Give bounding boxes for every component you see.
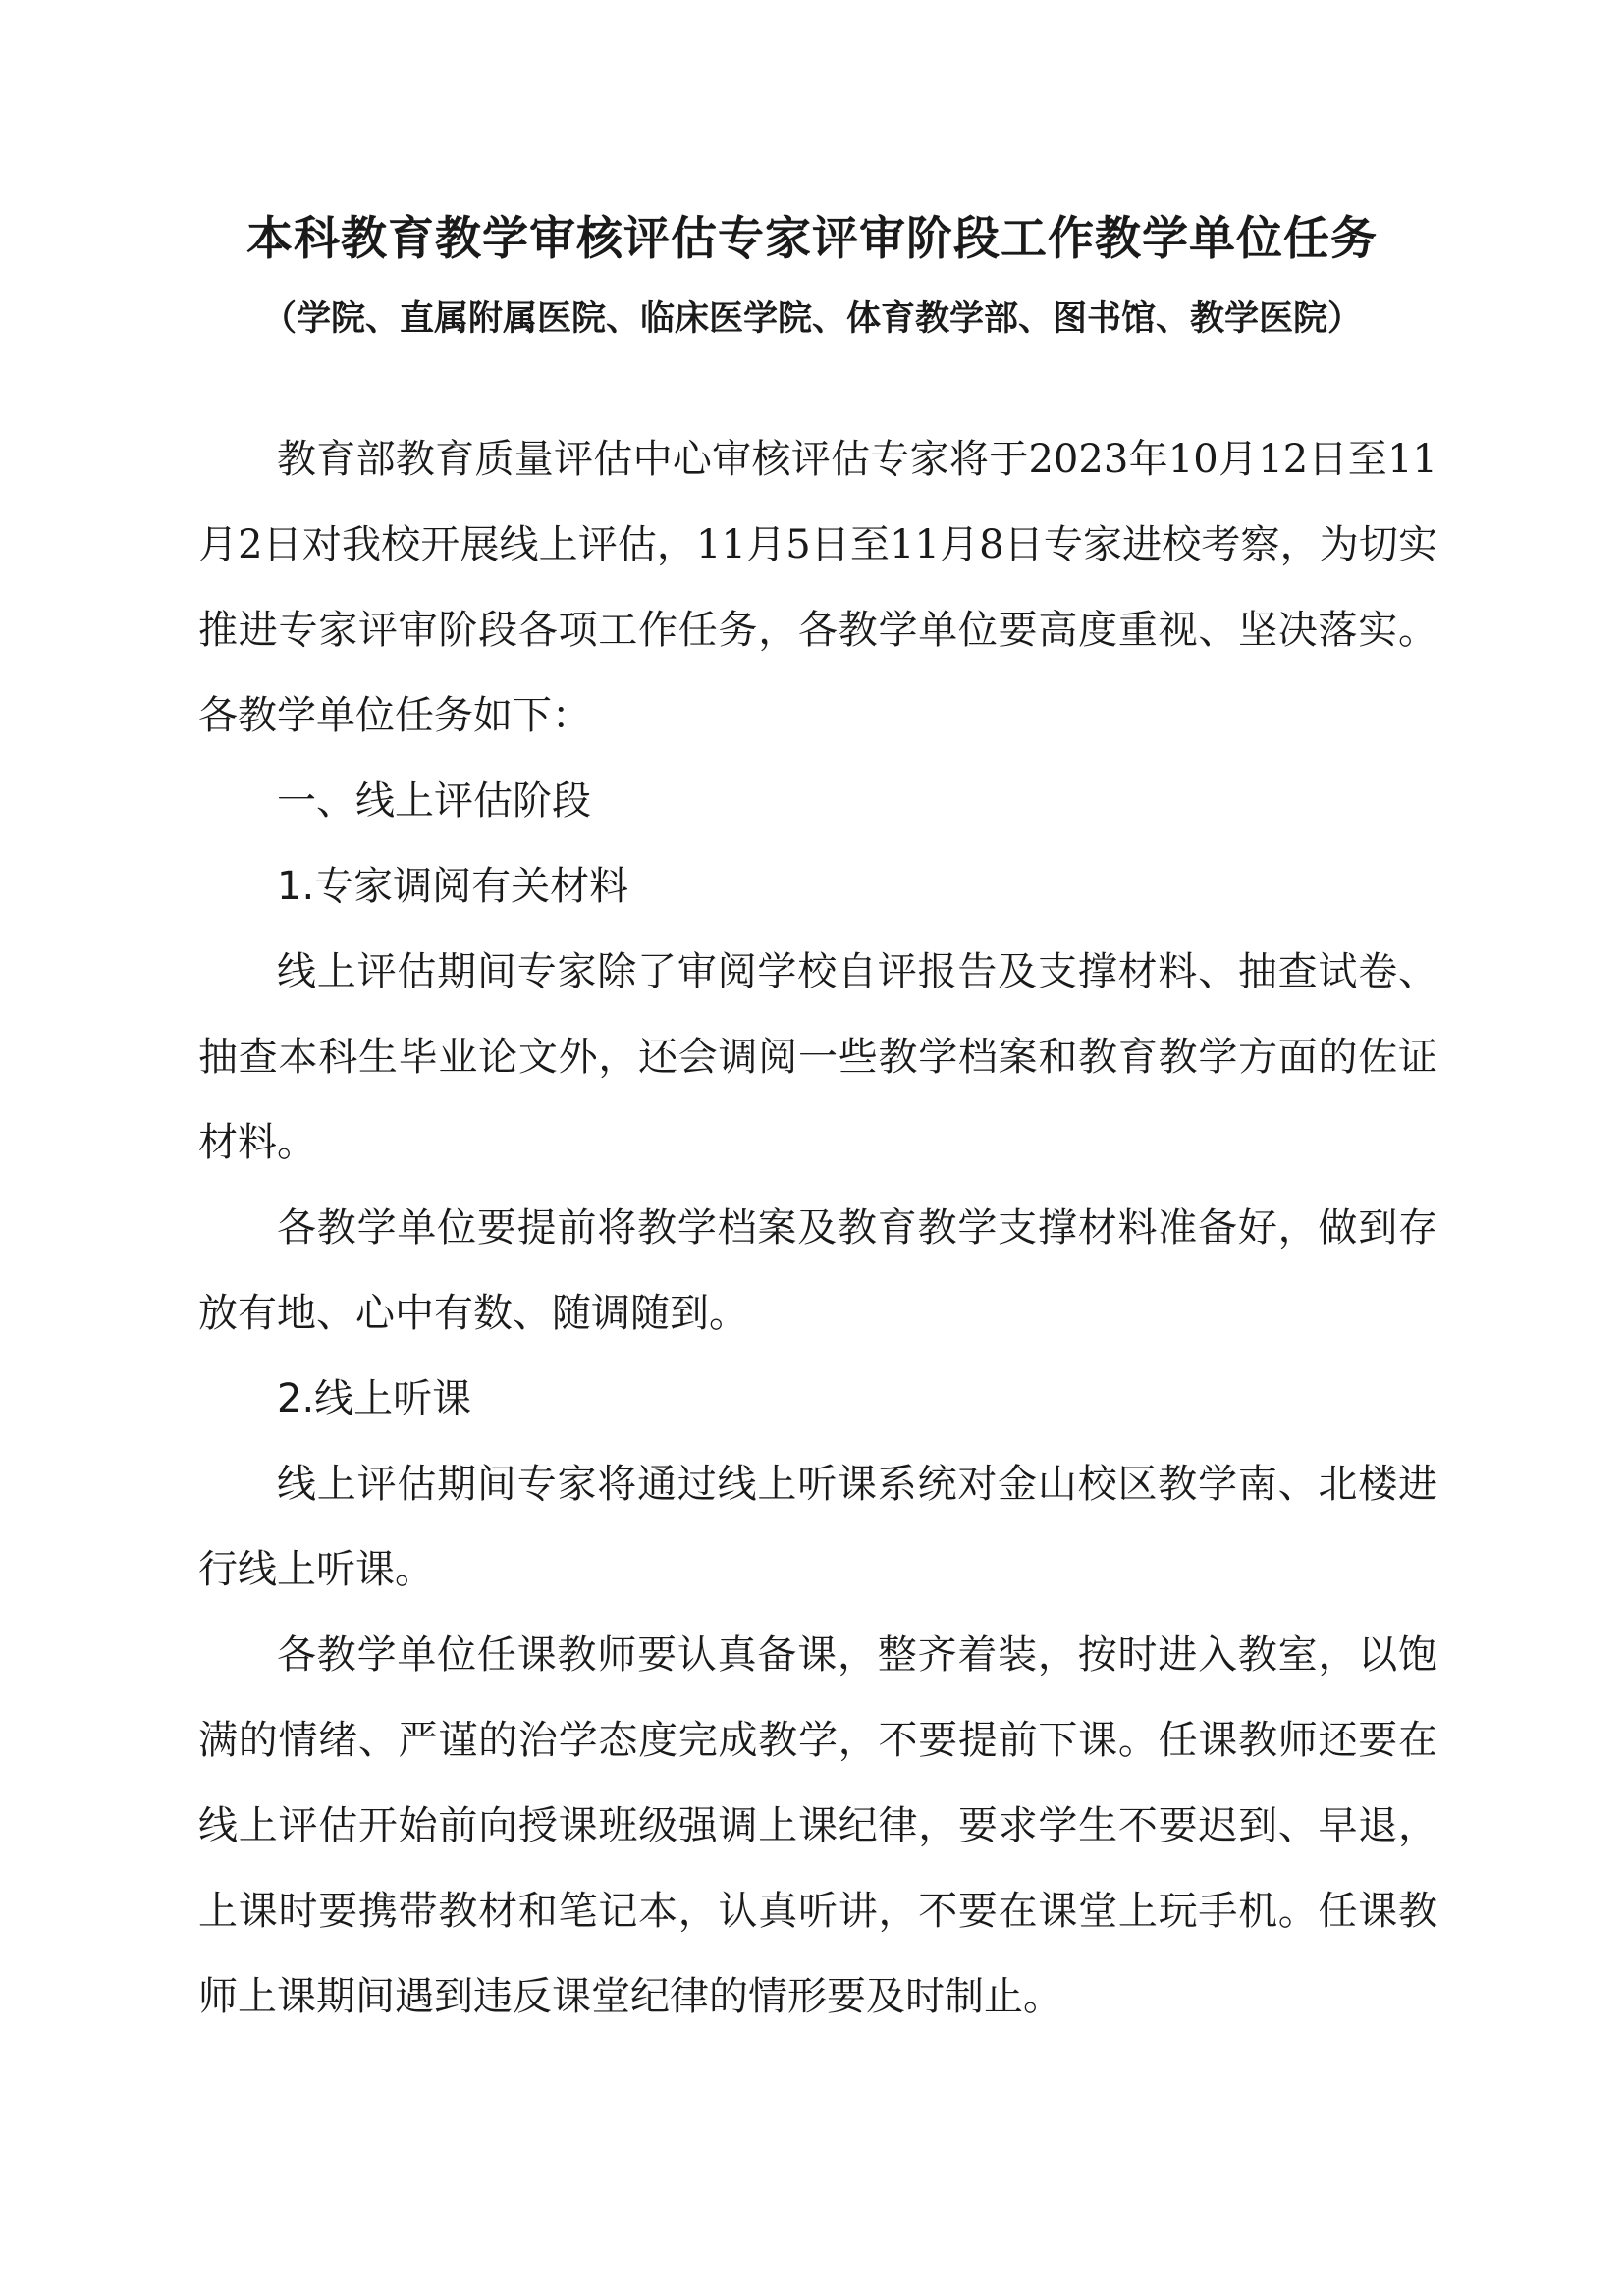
intro-paragraph: 教育部教育质量评估中心审核评估专家将于2023年10月12日至11月2日对我校开展线上评估，11月5日至11月8日专家进校考察，为切实推进专家评审阶段各项工作任务，各教学单位要高度重视、坚决落实。各教学单位任务如下：	[198, 437, 1437, 738]
section-heading-online-evaluation: 一、线上评估阶段	[277, 778, 591, 824]
paragraph-online-lecture-2: 各教学单位任课教师要认真备课，整齐着装，按时进入教室，以饱满的情绪、严谨的治学态度完成教学，不要提前下课。任课教师还要在线上评估开始前向授课班级强调上课纪律，要求学生不要迟到、早退，上课时要携带教材和笔记本，认真听讲，不要在课堂上玩手机。任课教师上课期间遇到违反课堂纪律的情形要及时制止。	[198, 1632, 1437, 2019]
paragraph-material-review-2: 各教学单位要提前将教学档案及教育教学支撑材料准备好，做到存放有地、心中有数、随调随到。	[198, 1205, 1437, 1336]
subsection-heading-online-lecture: 2.线上听课	[277, 1376, 472, 1421]
document-body	[198, 417, 1437, 2040]
paragraph-online-lecture-1: 线上评估期间专家将通过线上听课系统对金山校区教学南、北楼进行线上听课。	[198, 1462, 1437, 1592]
paragraph-material-review-1: 线上评估期间专家除了审阅学校自评报告及支撑材料、抽查试卷、抽查本科生毕业论文外，还会调阅一些教学档案和教育教学方面的佐证材料。	[198, 949, 1437, 1165]
subsection-heading-material-review: 1.专家调阅有关材料	[277, 864, 629, 909]
document-subtitle: （学院、直属附属医院、临床医学院、体育教学部、图书馆、教学医院）	[261, 299, 1362, 339]
document-title: 本科教育教学审核评估专家评审阶段工作教学单位任务	[246, 212, 1378, 266]
